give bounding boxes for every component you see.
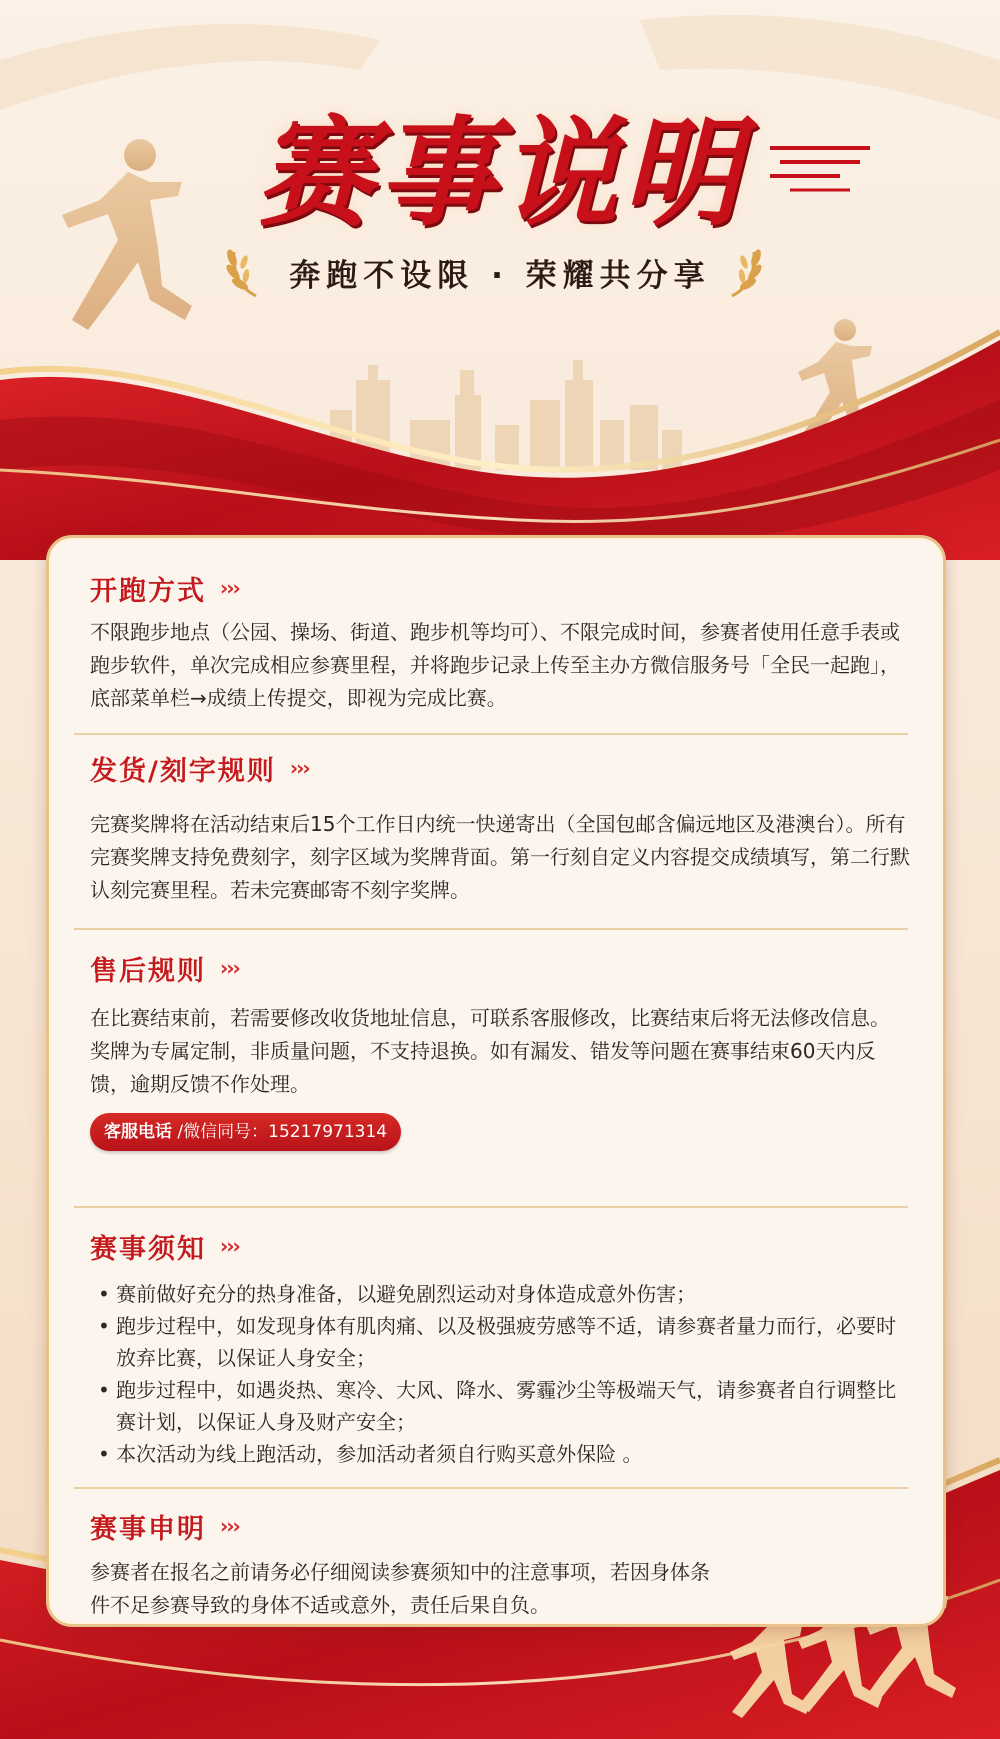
list-item: • 赛前做好充分的热身准备，以避免剧烈运动对身体造成意外伤害； (98, 1282, 697, 1306)
page-subtitle: 奔跑不设限 · 荣耀共分享 (289, 258, 711, 294)
page-title: 赛事说明 (255, 104, 744, 242)
section-title (90, 748, 910, 788)
divider (74, 928, 908, 930)
contact-label: 客服电话 (104, 1122, 172, 1142)
section-title (90, 568, 910, 608)
divider (74, 1206, 908, 1208)
chevrons-icon: ››› (220, 1514, 239, 1538)
chevrons-icon: ››› (220, 956, 239, 980)
section-start-method (90, 568, 910, 715)
section-title-text: 赛事须知 (90, 1233, 206, 1265)
divider (74, 733, 908, 735)
chevrons-icon: ››› (220, 1234, 239, 1258)
section-shipping-engraving (90, 748, 910, 907)
section-disclaimer (90, 1506, 910, 1622)
section-title-text: 赛事申明 (90, 1513, 206, 1545)
list-item: • 跑步过程中，如遇炎热、寒冷、大风、降水、雾霾沙尘等极端天气，请参赛者自行调整比赛计划，以保证人身及财产安全； (98, 1378, 897, 1434)
laurel-icon (720, 244, 766, 300)
section-paragraph: 奖牌为专属定制，非质量问题，不支持退换。如有漏发、错发等问题在赛事结束60天内反馈，逾期反馈不作处理。 (90, 1039, 876, 1096)
section-title-text: 售后规则 (90, 955, 206, 987)
section-race-notice (90, 1226, 910, 1470)
contact-number: /微信同号：15217971314 (172, 1122, 388, 1142)
section-after-sales (90, 948, 910, 1151)
section-title (90, 948, 910, 988)
chevrons-icon: ››› (220, 576, 239, 600)
section-paragraph: 完赛奖牌将在活动结束后15个工作日内统一快递寄出（全国包邮含偏远地区及港澳台）。所有完赛奖牌支持免费刻字，刻字区域为奖牌背面。第一行刻自定义内容提交成绩填写，第二行默认刻完赛里程。若未完赛邮寄不刻字奖牌。 (90, 812, 910, 902)
section-paragraph: 在比赛结束前，若需要修改收货地址信息，可联系客服修改，比赛结束后将无法修改信息。 (90, 1006, 890, 1030)
contact-phone-badge[interactable] (90, 1113, 401, 1151)
section-title-text: 发货/刻字规则 (90, 755, 276, 787)
list-item: • 跑步过程中，如发现身体有肌肉痛、以及极强疲劳感等不适，请参赛者量力而行，必要时放弃比赛，以保证人身安全； (98, 1314, 897, 1370)
section-title-text: 开跑方式 (90, 575, 206, 607)
section-paragraph: 不限跑步地点（公园、操场、街道、跑步机等均可）、不限完成时间，参赛者使用任意手表或跑步软件，单次完成相应参赛里程，并将跑步记录上传至主办方微信服务号「全民一起跑」，底部菜单栏→成绩上传提交，即视为完成比赛。 (90, 620, 900, 710)
chevrons-icon: ››› (289, 756, 309, 780)
section-paragraph: 参赛者在报名之前请务必仔细阅读参赛须知中的注意事项，若因身体条件不足参赛导致的身体不适或意外，责任后果自负。 (90, 1560, 710, 1617)
section-title (90, 1506, 910, 1546)
divider (74, 1487, 908, 1489)
list-item: • 本次活动为线上跑活动，参加活动者须自行购买意外保险 。 (98, 1442, 643, 1466)
section-title (90, 1226, 910, 1266)
